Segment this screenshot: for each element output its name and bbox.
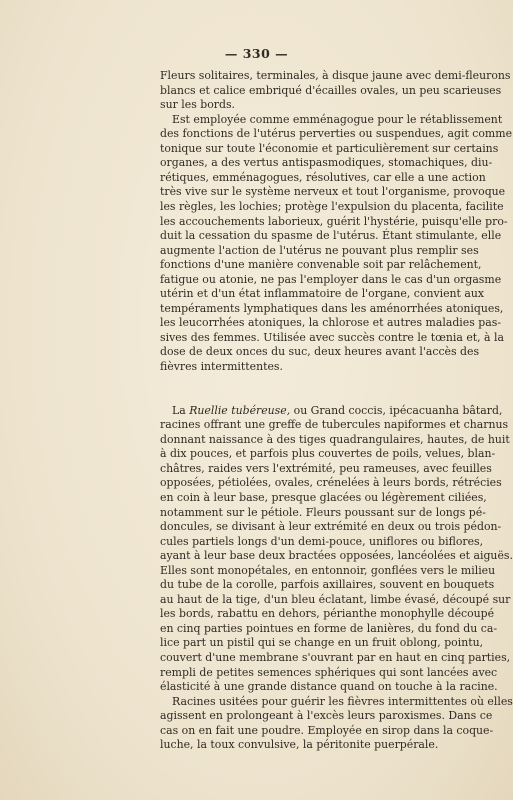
text-line: blancs et calice embriqué d'écailles ovales, un peu scarieuses <box>160 83 502 97</box>
text-line: rempli de petites semences sphériques qui sont lancées avec <box>160 665 498 679</box>
text-line: les bords, rabattu en dehors, périanthe monophylle découpé <box>160 607 495 621</box>
text-line: à dix pouces, et parfois plus couvertes de poils, velues, blan- <box>160 447 496 461</box>
text-line: duit la cessation du spasme de l'utérus. Étant stimulante, elle <box>160 229 502 243</box>
text-line: opposées, pétiolées, ovales, crénelées à leurs bords, rétrécies <box>160 476 502 490</box>
text-line: en coin à leur base, presque glacées ou légèrement ciliées, <box>160 490 487 504</box>
text-line: tonique sur toute l'économie et particulièrement sur certains <box>160 141 499 155</box>
text-line: doncules, se divisant à leur extrémité en deux ou trois pédon- <box>160 520 502 534</box>
text-line: élasticité à une grande distance quand on touche à la racine. <box>160 680 498 694</box>
text-line: augmente l'action de l'utérus ne pouvant plus remplir ses <box>160 243 479 257</box>
text-line: sur les bords. <box>160 98 236 112</box>
text-line: ayant à leur base deux bractées opposées, lancéolées et aiguës. <box>160 549 513 563</box>
text-line: couvert d'une membrane s'ouvrant par en haut en cinq parties, <box>160 651 511 664</box>
text-line: dose de deux onces du suc, deux heures avant l'accès des <box>160 345 480 359</box>
text-line: lice part un pistil qui se change en un fruit oblong, pointu, <box>160 636 484 650</box>
text-line: racines offrant une greffe de tubercules napiformes et charnus <box>160 418 509 432</box>
text-line: cules partiels longs d'un demi-pouce, uniflores ou biflores, <box>160 534 484 548</box>
text-line: fatigue ou atonie, ne pas l'employer dans le cas d'un orgasme <box>160 272 502 286</box>
text-line: donnant naissance à des tiges quadrangulaires, hautes, de huit <box>160 432 510 446</box>
text-line: organes, a des vertus antispasmodiques, stomachiques, diu- <box>160 156 493 170</box>
text-line: Elles sont monopétales, en entonnoir, gonflées vers le milieu <box>160 563 496 577</box>
text-line <box>172 403 503 418</box>
text-line: rétiques, emménagogues, résolutives, car elle a une action <box>160 170 486 184</box>
text-line: sives des femmes. Utilisée avec succès contre le tœnia et, à la <box>160 330 504 344</box>
text-line: agissent en prolongeant à l'excès leurs paroxismes. Dans ce <box>160 709 493 723</box>
text-line: notamment sur le pétiole. Fleurs poussant sur de longs pé- <box>160 505 486 519</box>
text-line: Est employée comme emménagogue pour le rétablissement <box>172 112 503 126</box>
text-line: tempéraments lymphatiques dans les aménorrhées atoniques, <box>160 301 504 315</box>
text-line: Racines usitées pour guérir les fièvres intermittentes où elles <box>172 694 513 708</box>
text-line: du tube de la corolle, parfois axillaires, souvent en bouquets <box>160 578 495 592</box>
text-line: fonctions d'une manière convenable soit par relâchement, <box>160 258 482 272</box>
page-number: — 330 — <box>224 46 289 61</box>
text-line: Fleurs solitaires, terminales, à disque jaune avec demi-fleurons <box>160 69 511 82</box>
text-line: les leucorrhées atoniques, la chlorose et autres maladies pas- <box>160 316 502 330</box>
text-line: en cinq parties pointues en forme de lanières, du fond du ca- <box>160 621 497 635</box>
text-line: utérin et d'un état inflammatoire de l'organe, convient aux <box>160 287 485 301</box>
text-line: châtres, raides vers l'extrémité, peu rameuses, avec feuilles <box>160 461 492 475</box>
text-fragment: La <box>172 403 190 417</box>
italic-plant-name: Ruellie tubéreuse, <box>189 403 291 417</box>
text-line: des fonctions de l'utérus perverties ou suspendues, agit comme <box>160 127 513 141</box>
text-line: les accouchements laborieux, guérit l'hystérie, puisqu'elle pro- <box>160 214 508 228</box>
text-line: au haut de la tige, d'un bleu éclatant, limbe évasé, découpé sur <box>160 592 511 606</box>
text-fragment: ou Grand coccis, ipécacuanha bâtard, <box>290 403 503 417</box>
text-line: les règles, les lochies; protège l'expulsion du placenta, facilite <box>160 199 504 213</box>
text-line: très vive sur le système nerveux et tout l'organisme, provoque <box>160 185 506 199</box>
text-line: cas on en fait une poudre. Employée en sirop dans la coque- <box>160 723 494 737</box>
text-line: fièvres intermittentes. <box>160 360 283 373</box>
text-line: luche, la toux convulsive, la péritonite puerpérale. <box>160 738 439 752</box>
